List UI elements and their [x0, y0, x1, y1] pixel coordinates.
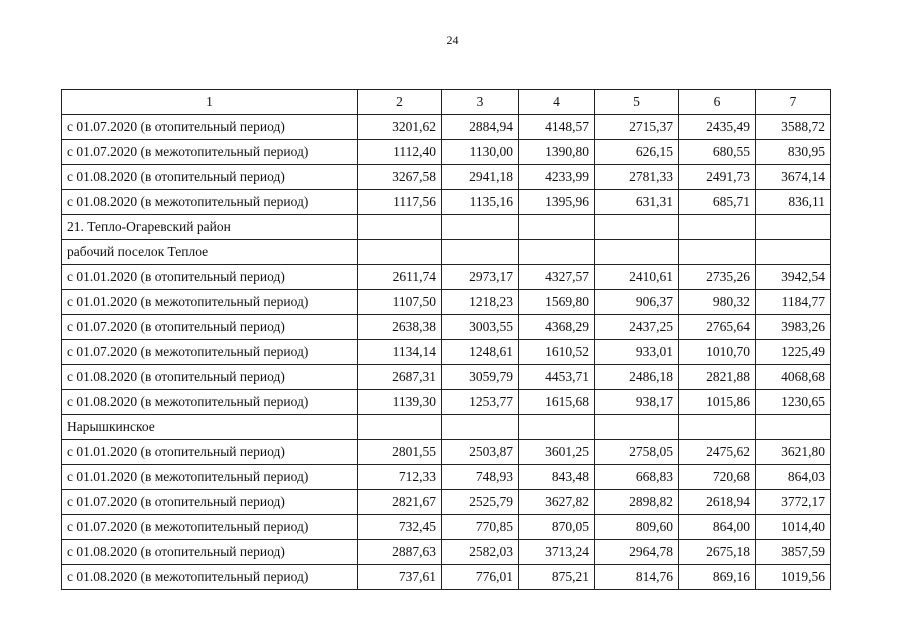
table-row: [62, 390, 831, 415]
value-cell: 4233,99: [519, 165, 595, 190]
table-row: [62, 540, 831, 565]
value-cell: 732,45: [358, 515, 442, 540]
value-cell: [595, 215, 679, 240]
value-cell: 626,15: [595, 140, 679, 165]
value-cell: 1015,86: [679, 390, 756, 415]
value-cell: 2821,67: [358, 490, 442, 515]
value-cell: 4368,29: [519, 315, 595, 340]
value-cell: 1248,61: [442, 340, 519, 365]
value-cell: 864,00: [679, 515, 756, 540]
value-cell: [595, 415, 679, 440]
row-label-cell: с 01.07.2020 (в отопительный период): [62, 490, 358, 515]
value-cell: 3588,72: [756, 115, 831, 140]
value-cell: [519, 415, 595, 440]
table-row: [62, 365, 831, 390]
value-cell: 3601,25: [519, 440, 595, 465]
value-cell: 3627,82: [519, 490, 595, 515]
table-row: [62, 415, 831, 440]
value-cell: 2973,17: [442, 265, 519, 290]
value-cell: [442, 415, 519, 440]
value-cell: 869,16: [679, 565, 756, 590]
value-cell: 2675,18: [679, 540, 756, 565]
value-cell: 3983,26: [756, 315, 831, 340]
table-row: [62, 165, 831, 190]
value-cell: 3201,62: [358, 115, 442, 140]
value-cell: 1019,56: [756, 565, 831, 590]
value-cell: 737,61: [358, 565, 442, 590]
value-cell: 770,85: [442, 515, 519, 540]
value-cell: [756, 240, 831, 265]
table-row: [62, 140, 831, 165]
value-cell: 1610,52: [519, 340, 595, 365]
value-cell: 3621,80: [756, 440, 831, 465]
row-label-cell: с 01.08.2020 (в межотопительный период): [62, 565, 358, 590]
table-header-row: [62, 90, 831, 115]
value-cell: [519, 240, 595, 265]
value-cell: 3857,59: [756, 540, 831, 565]
value-cell: 1107,50: [358, 290, 442, 315]
table-row: [62, 215, 831, 240]
value-cell: 1253,77: [442, 390, 519, 415]
row-label-cell: с 01.08.2020 (в отопительный период): [62, 365, 358, 390]
value-cell: 864,03: [756, 465, 831, 490]
value-cell: 631,31: [595, 190, 679, 215]
row-label-cell: с 01.01.2020 (в межотопительный период): [62, 290, 358, 315]
value-cell: 2781,33: [595, 165, 679, 190]
table-row: [62, 240, 831, 265]
row-label-cell: с 01.07.2020 (в отопительный период): [62, 115, 358, 140]
value-cell: 1225,49: [756, 340, 831, 365]
value-cell: 685,71: [679, 190, 756, 215]
value-cell: 1184,77: [756, 290, 831, 315]
value-cell: 4068,68: [756, 365, 831, 390]
table-row: [62, 190, 831, 215]
value-cell: 3942,54: [756, 265, 831, 290]
row-label-cell: с 01.08.2020 (в отопительный период): [62, 165, 358, 190]
row-label-cell: с 01.08.2020 (в отопительный период): [62, 540, 358, 565]
row-label-cell: с 01.07.2020 (в межотопительный период): [62, 340, 358, 365]
value-cell: 1130,00: [442, 140, 519, 165]
value-cell: [679, 240, 756, 265]
page-number: 24: [446, 33, 459, 47]
value-cell: 1134,14: [358, 340, 442, 365]
value-cell: 668,83: [595, 465, 679, 490]
header-cell: 6: [679, 90, 756, 115]
value-cell: 1569,80: [519, 290, 595, 315]
value-cell: 836,11: [756, 190, 831, 215]
value-cell: 1395,96: [519, 190, 595, 215]
value-cell: 938,17: [595, 390, 679, 415]
value-cell: [679, 415, 756, 440]
value-cell: 2435,49: [679, 115, 756, 140]
value-cell: 2735,26: [679, 265, 756, 290]
header-cell: 3: [442, 90, 519, 115]
header-cell: 4: [519, 90, 595, 115]
row-label-cell: с 01.08.2020 (в межотопительный период): [62, 390, 358, 415]
value-cell: 1218,23: [442, 290, 519, 315]
value-cell: 1112,40: [358, 140, 442, 165]
value-cell: 720,68: [679, 465, 756, 490]
table-row: [62, 565, 831, 590]
table-row: [62, 290, 831, 315]
value-cell: 3772,17: [756, 490, 831, 515]
value-cell: 3713,24: [519, 540, 595, 565]
value-cell: 2410,61: [595, 265, 679, 290]
value-cell: 1014,40: [756, 515, 831, 540]
value-cell: 2582,03: [442, 540, 519, 565]
value-cell: [519, 215, 595, 240]
value-cell: 2486,18: [595, 365, 679, 390]
table-row: [62, 315, 831, 340]
value-cell: 3059,79: [442, 365, 519, 390]
value-cell: 2618,94: [679, 490, 756, 515]
value-cell: 3674,14: [756, 165, 831, 190]
value-cell: 933,01: [595, 340, 679, 365]
row-label-cell: с 01.01.2020 (в отопительный период): [62, 265, 358, 290]
table-row: [62, 490, 831, 515]
table-row: [62, 265, 831, 290]
row-label-cell: 21. Тепло-Огаревский район: [62, 215, 358, 240]
value-cell: 712,33: [358, 465, 442, 490]
header-cell: 5: [595, 90, 679, 115]
value-cell: 2765,64: [679, 315, 756, 340]
table-row: [62, 115, 831, 140]
value-cell: [442, 215, 519, 240]
header-cell: 2: [358, 90, 442, 115]
value-cell: 2611,74: [358, 265, 442, 290]
value-cell: 2821,88: [679, 365, 756, 390]
table-row: [62, 340, 831, 365]
value-cell: 2884,94: [442, 115, 519, 140]
row-label-cell: с 01.01.2020 (в межотопительный период): [62, 465, 358, 490]
value-cell: 4453,71: [519, 365, 595, 390]
header-cell: 7: [756, 90, 831, 115]
value-cell: 870,05: [519, 515, 595, 540]
value-cell: 2475,62: [679, 440, 756, 465]
value-cell: [595, 240, 679, 265]
value-cell: 2525,79: [442, 490, 519, 515]
value-cell: 3003,55: [442, 315, 519, 340]
value-cell: 3267,58: [358, 165, 442, 190]
value-cell: 2437,25: [595, 315, 679, 340]
value-cell: 1117,56: [358, 190, 442, 215]
value-cell: 906,37: [595, 290, 679, 315]
value-cell: 2964,78: [595, 540, 679, 565]
value-cell: 2503,87: [442, 440, 519, 465]
row-label-cell: Нарышкинское: [62, 415, 358, 440]
value-cell: 1390,80: [519, 140, 595, 165]
value-cell: 980,32: [679, 290, 756, 315]
value-cell: 830,95: [756, 140, 831, 165]
header-cell: 1: [62, 90, 358, 115]
value-cell: 2687,31: [358, 365, 442, 390]
table-row: [62, 465, 831, 490]
value-cell: [756, 215, 831, 240]
value-cell: 776,01: [442, 565, 519, 590]
value-cell: 1139,30: [358, 390, 442, 415]
value-cell: 2758,05: [595, 440, 679, 465]
value-cell: 843,48: [519, 465, 595, 490]
value-cell: 1230,65: [756, 390, 831, 415]
value-cell: 2941,18: [442, 165, 519, 190]
value-cell: [358, 215, 442, 240]
value-cell: 2887,63: [358, 540, 442, 565]
value-cell: 1615,68: [519, 390, 595, 415]
value-cell: [442, 240, 519, 265]
row-label-cell: с 01.07.2020 (в отопительный период): [62, 315, 358, 340]
value-cell: 809,60: [595, 515, 679, 540]
value-cell: 875,21: [519, 565, 595, 590]
value-cell: 1135,16: [442, 190, 519, 215]
value-cell: 4327,57: [519, 265, 595, 290]
value-cell: 814,76: [595, 565, 679, 590]
value-cell: [358, 415, 442, 440]
value-cell: 680,55: [679, 140, 756, 165]
row-label-cell: с 01.08.2020 (в межотопительный период): [62, 190, 358, 215]
value-cell: [358, 240, 442, 265]
row-label-cell: рабочий поселок Теплое: [62, 240, 358, 265]
value-cell: 2638,38: [358, 315, 442, 340]
value-cell: [679, 215, 756, 240]
value-cell: 4148,57: [519, 115, 595, 140]
table-row: [62, 515, 831, 540]
value-cell: 748,93: [442, 465, 519, 490]
value-cell: [756, 415, 831, 440]
row-label-cell: с 01.07.2020 (в межотопительный период): [62, 140, 358, 165]
table-row: [62, 440, 831, 465]
value-cell: 2715,37: [595, 115, 679, 140]
row-label-cell: с 01.01.2020 (в отопительный период): [62, 440, 358, 465]
tariff-table: [61, 89, 831, 590]
value-cell: 1010,70: [679, 340, 756, 365]
value-cell: 2898,82: [595, 490, 679, 515]
value-cell: 2491,73: [679, 165, 756, 190]
value-cell: 2801,55: [358, 440, 442, 465]
row-label-cell: с 01.07.2020 (в межотопительный период): [62, 515, 358, 540]
